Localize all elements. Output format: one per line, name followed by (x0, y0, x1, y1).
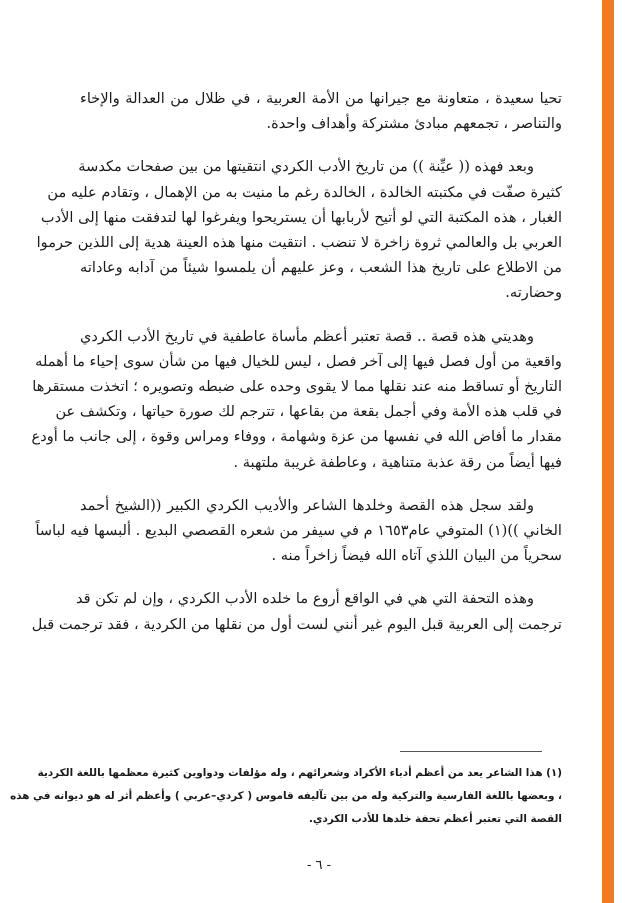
paragraph-line: في قلب هذه الأمة وفي أجمل بقعة من بقاعها ، تترجم لك صورة حياتها ، وتكشف عن (55, 403, 562, 421)
paragraph-line: واقعية من أول فصل فيها إلى آخر فصل ، ليس للخيال فيها من شأن سوى إحياء ما أهمله (35, 352, 562, 370)
paragraph-line: وبعد فهذه (( عيِّنة )) من تاريخ الأدب الكردي انتقيتها من بين صفحات مكدسة (78, 158, 534, 176)
footnote-line: (١) هذا الشاعر يعد من أعظم أدباء الأكراد وشعرائهم ، وله مؤلفات ودواوين كثيرة معظمها باللغة الكردية (37, 767, 562, 779)
page-body (31, 86, 562, 655)
paragraph-line: فيها أيضاً من رقة عذبة متناهية ، وعاطفة غريبة ملتهبة . (233, 453, 562, 471)
paragraph-3 (31, 324, 562, 475)
paragraph-1 (80, 86, 562, 136)
paragraph-line: والتناصر ، تجمعهم مبادئ مشتركة وأهداف واحدة. (266, 115, 562, 133)
paragraph-line: وهديتي هذه قصة .. قصة تعتبر أعظم مأساة عاطفية في تاريخ الأدب الكردي (80, 327, 534, 345)
paragraph-line: الغبار ، هذه المكتبة التي لو أتيح لأربابها أن يستريحوا ويفرغوا لها لتدفقت منها إلى الأدب (40, 208, 562, 226)
paragraph-line: كثيرة صفّت في مكتبته الخالدة ، الخالدة رغم ما منيت به من الإهمال ، وتقادم عليه من (47, 183, 562, 201)
footnote-line: ، وبعضها باللغة الفارسية والتركية وله من بين تآليفه قاموس ( كردي–عربي ) وأعظم أثر له هو ديوانه في هذه (10, 790, 562, 802)
page-number: - ٦ - (306, 858, 332, 873)
page-edge-accent-bar (602, 0, 614, 903)
footnote-line: القصة التي تعتبر أعظم تحفة خلدها للأدب الكردي. (308, 813, 562, 825)
paragraph-line: سحرياً من البيان اللذي آتاه الله فيضاً زاخراً منه . (271, 547, 562, 565)
paragraph-4 (35, 493, 562, 569)
footnote-separator (400, 751, 542, 752)
paragraph-5 (31, 586, 562, 636)
paragraph-line: العربي بل والعالمي ثروة زاخرة لا تنضب . انتقيت منها هذه العينة هدية إلى اللذين حرموا (36, 234, 562, 252)
paragraph-line: ولقد سجل هذه القصة وخلدها الشاعر والأديب الكردي الكبير ((الشيخ أحمد (80, 496, 534, 514)
paragraph-line: من الاطلاع على تاريخ هذا الشعب ، وعز عليهم أن يلمسوا شيئاً من آدابه وعاداته (80, 259, 562, 277)
paragraph-line: وحضارته. (505, 284, 562, 302)
paragraph-2 (36, 154, 562, 305)
paragraph-line: التاريخ أو تساقط منه عند نقلها مما لا يقوى وحده على ضبطه وتصويره ؛ اتخذت مستقرها (32, 378, 562, 396)
footnotes (10, 762, 562, 831)
paragraph-line: مقدار ما أفاض الله في نفسها من عزة وشهامة ، ووفاء ومراس وقوة ، إلى جانب ما أودع (31, 428, 562, 446)
paragraph-line: وهذه التحفة التي هي في الواقع أروع ما خلده الأدب الكردي ، وإن لم تكن قد (75, 590, 534, 608)
paragraph-line: ترجمت إلى العربية قبل اليوم غير أنني لست أول من نقلها من الكردية ، فقد ترجمت قبل (31, 615, 562, 633)
paragraph-line: تحيا سعيدة ، متعاونة مع جيرانها من الأمة العربية ، في ظلال من العدالة والإخاء (80, 90, 562, 107)
paragraph-line: الخاني ))(١) المتوفي عام١٦٥٣ م في سيفر من شعره القصصي البديع . ألبسها فيه لباساً (35, 522, 562, 540)
